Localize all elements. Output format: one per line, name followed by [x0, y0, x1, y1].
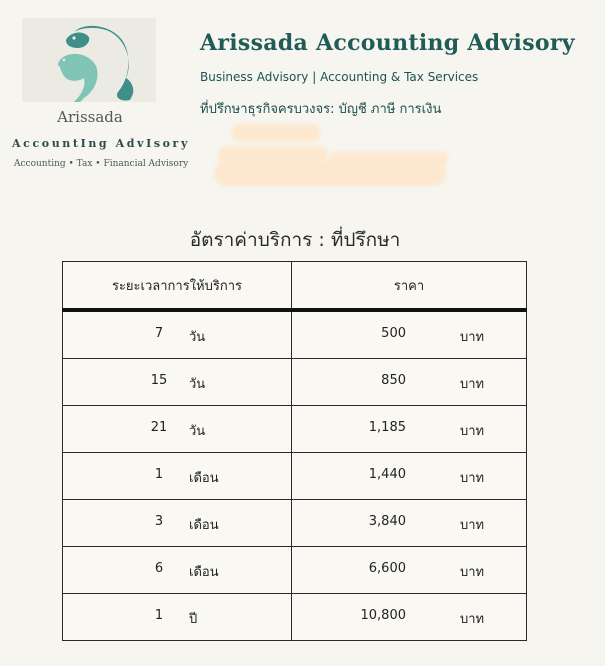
duration-cell — [63, 359, 292, 406]
logo-name: Arissada — [57, 108, 123, 126]
logo-image — [22, 18, 156, 102]
rate-table — [62, 261, 527, 641]
logo-subtagline: Accounting • Tax • Financial Advisory — [14, 159, 189, 169]
price-value: 850 — [381, 373, 406, 388]
logo-tagline: AccountIng AdvIsory — [12, 137, 190, 150]
duration-quantity: 21 — [150, 420, 168, 435]
duration-unit: วัน — [189, 330, 206, 345]
table-row — [63, 310, 527, 359]
currency-label: บาท — [460, 471, 485, 486]
price-cell — [292, 453, 527, 500]
table-header-row — [63, 262, 527, 311]
duration-quantity: 7 — [154, 326, 164, 341]
price-value: 1,440 — [368, 467, 406, 482]
currency-label: บาท — [460, 612, 485, 627]
price-value: 3,840 — [368, 514, 406, 529]
duration-cell — [63, 594, 292, 641]
duration-unit: เดือน — [189, 471, 219, 486]
brand-title: Arissada Accounting Advisory — [200, 30, 575, 56]
price-value: 10,800 — [360, 608, 406, 623]
table-row — [63, 406, 527, 453]
duration-quantity: 6 — [154, 561, 164, 576]
page-heading: อัตราค่าบริการ : ที่ปรึกษา — [189, 229, 401, 251]
table-row — [63, 500, 527, 547]
price-cell — [292, 547, 527, 594]
price-value: 6,600 — [368, 561, 406, 576]
price-cell — [292, 359, 527, 406]
price-cell — [292, 594, 527, 641]
price-value: 500 — [381, 326, 406, 341]
brand-subtitle: Business Advisory | Accounting & Tax Services — [200, 70, 479, 84]
brand-thai-description: ที่ปรึกษาธุรกิจครบวงจร: บัญชี ภาษี การเงิน — [200, 102, 442, 117]
duration-cell — [63, 500, 292, 547]
duration-quantity: 1 — [154, 608, 164, 623]
duration-cell — [63, 547, 292, 594]
currency-label: บาท — [460, 565, 485, 580]
duration-quantity: 3 — [154, 514, 164, 529]
currency-label: บาท — [460, 377, 485, 392]
table-row — [63, 547, 527, 594]
currency-label: บาท — [460, 518, 485, 533]
duration-unit: เดือน — [189, 565, 219, 580]
price-cell — [292, 500, 527, 547]
currency-label: บาท — [460, 330, 485, 345]
duration-unit: เดือน — [189, 518, 219, 533]
price-cell — [292, 406, 527, 453]
header-duration: ระยะเวลาการให้บริการ — [63, 262, 292, 311]
duration-quantity: 1 — [154, 467, 164, 482]
currency-label: บาท — [460, 424, 485, 439]
manatee-logo-icon — [22, 18, 156, 102]
duration-unit: ปี — [189, 612, 198, 627]
table-row — [63, 594, 527, 641]
duration-quantity: 15 — [150, 373, 168, 388]
duration-cell — [63, 406, 292, 453]
price-value: 1,185 — [368, 420, 406, 435]
table-row — [63, 359, 527, 406]
table-row — [63, 453, 527, 500]
duration-unit: วัน — [189, 424, 206, 439]
rate-table-body — [63, 310, 527, 641]
duration-cell — [63, 310, 292, 359]
duration-cell — [63, 453, 292, 500]
header-price: ราคา — [292, 262, 527, 311]
price-cell — [292, 310, 527, 359]
duration-unit: วัน — [189, 377, 206, 392]
